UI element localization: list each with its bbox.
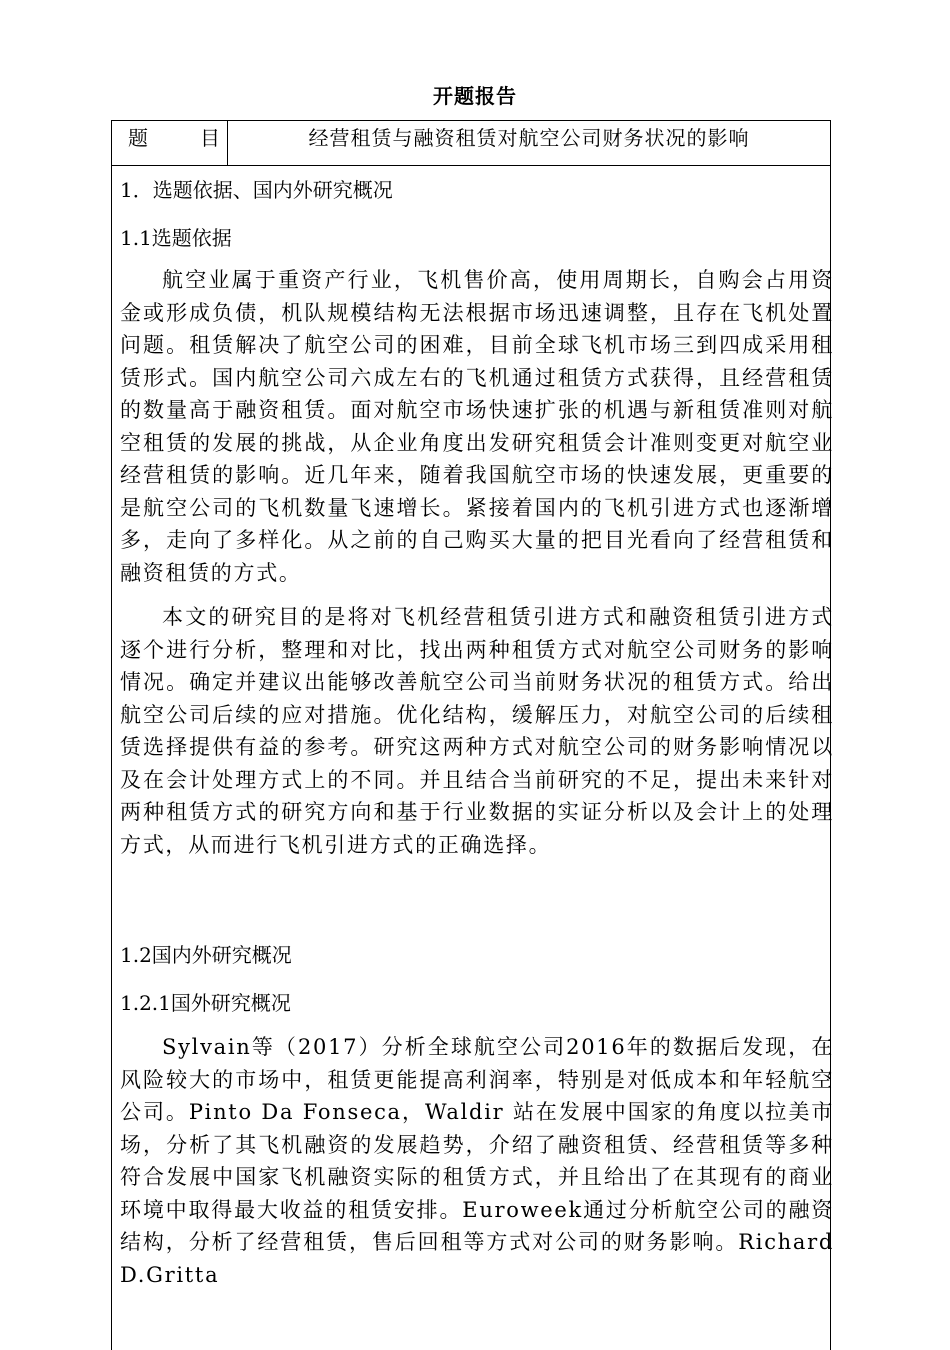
title-value: 经营租赁与融资租赁对航空公司财务状况的影响 xyxy=(308,126,750,150)
section-1-2-heading: 1.2国内外研究概况 xyxy=(120,943,292,967)
section-1-1-paragraph-1: 航空业属于重资产行业，飞机售价高，使用周期长，自购会占用资金或形成负债，机队规模结构无法根据市场迅速调整，且存在飞机处置问题。租赁解决了航空公司的困难，目前全球飞机市场三到四成采用租赁形式。国内航空公司六成左右的飞机通过租赁方式获得，且经营租赁的数量高于融资租赁。面对航空市场快速扩张的机遇与新租赁准则对航空租赁的发展的挑战，从企业角度出发研究租赁会计准则变更对航空业经营租赁的影响。近几年来，随着我国航空市场的快速发展，更重要的是航空公司的飞机数量飞速增长。紧接着国内的飞机引进方式也逐渐增多，走向了多样化。从之前的自己购买大量的把目光看向了经营租赁和融资租赁的方式。 xyxy=(120,268,834,585)
page-title: 开题报告 xyxy=(433,84,517,108)
section-1-1-heading: 1.1选题依据 xyxy=(120,226,232,250)
section-1-2-1-paragraph-1: Sylvain等（2017）分析全球航空公司2016年的数据后发现，在风险较大的市场中，租赁更能提高利润率，特别是对低成本和年轻航空公司。Pinto Da Fonseca，Waldir 站在发展中国家的角度以拉美市场，分析了其飞机融资的发展趋势，介绍了融资租赁、经营租赁等多种符合发展中国家飞机融资实际的租赁方式，并且给出了在其现有的商业环境中取得最大收益的租赁安排。Euroweek通过分析航空公司的融资结构，分析了经营租赁，售后回租等方式对公司的财务影响。Richard D.Gritta xyxy=(120,1035,834,1287)
blank-space xyxy=(120,861,834,931)
section-1-heading: 1．选题依据、国内外研究概况 xyxy=(120,178,393,202)
section-1-1-paragraph-2: 本文的研究目的是将对飞机经营租赁引进方式和融资租赁引进方式逐个进行分析，整理和对比，找出两种租赁方式对航空公司财务的影响情况。确定并建议出能够改善航空公司当前财务状况的租赁方式。给出航空公司后续的应对措施。优化结构，缓解压力，对航空公司的后续租赁选择提供有益的参考。研究这两种方式对航空公司的财务影响情况以及在会计处理方式上的不同。并且结合当前研究的不足，提出未来针对两种租赁方式的研究方向和基于行业数据的实证分析以及会计上的处理方式，从而进行飞机引进方式的正确选择。 xyxy=(120,605,834,857)
title-label: 题目 xyxy=(112,121,228,165)
report-body xyxy=(120,166,834,1291)
section-1-2-1-heading: 1.2.1国外研究概况 xyxy=(120,991,291,1015)
title-row xyxy=(112,121,830,166)
report-table xyxy=(111,120,834,1350)
